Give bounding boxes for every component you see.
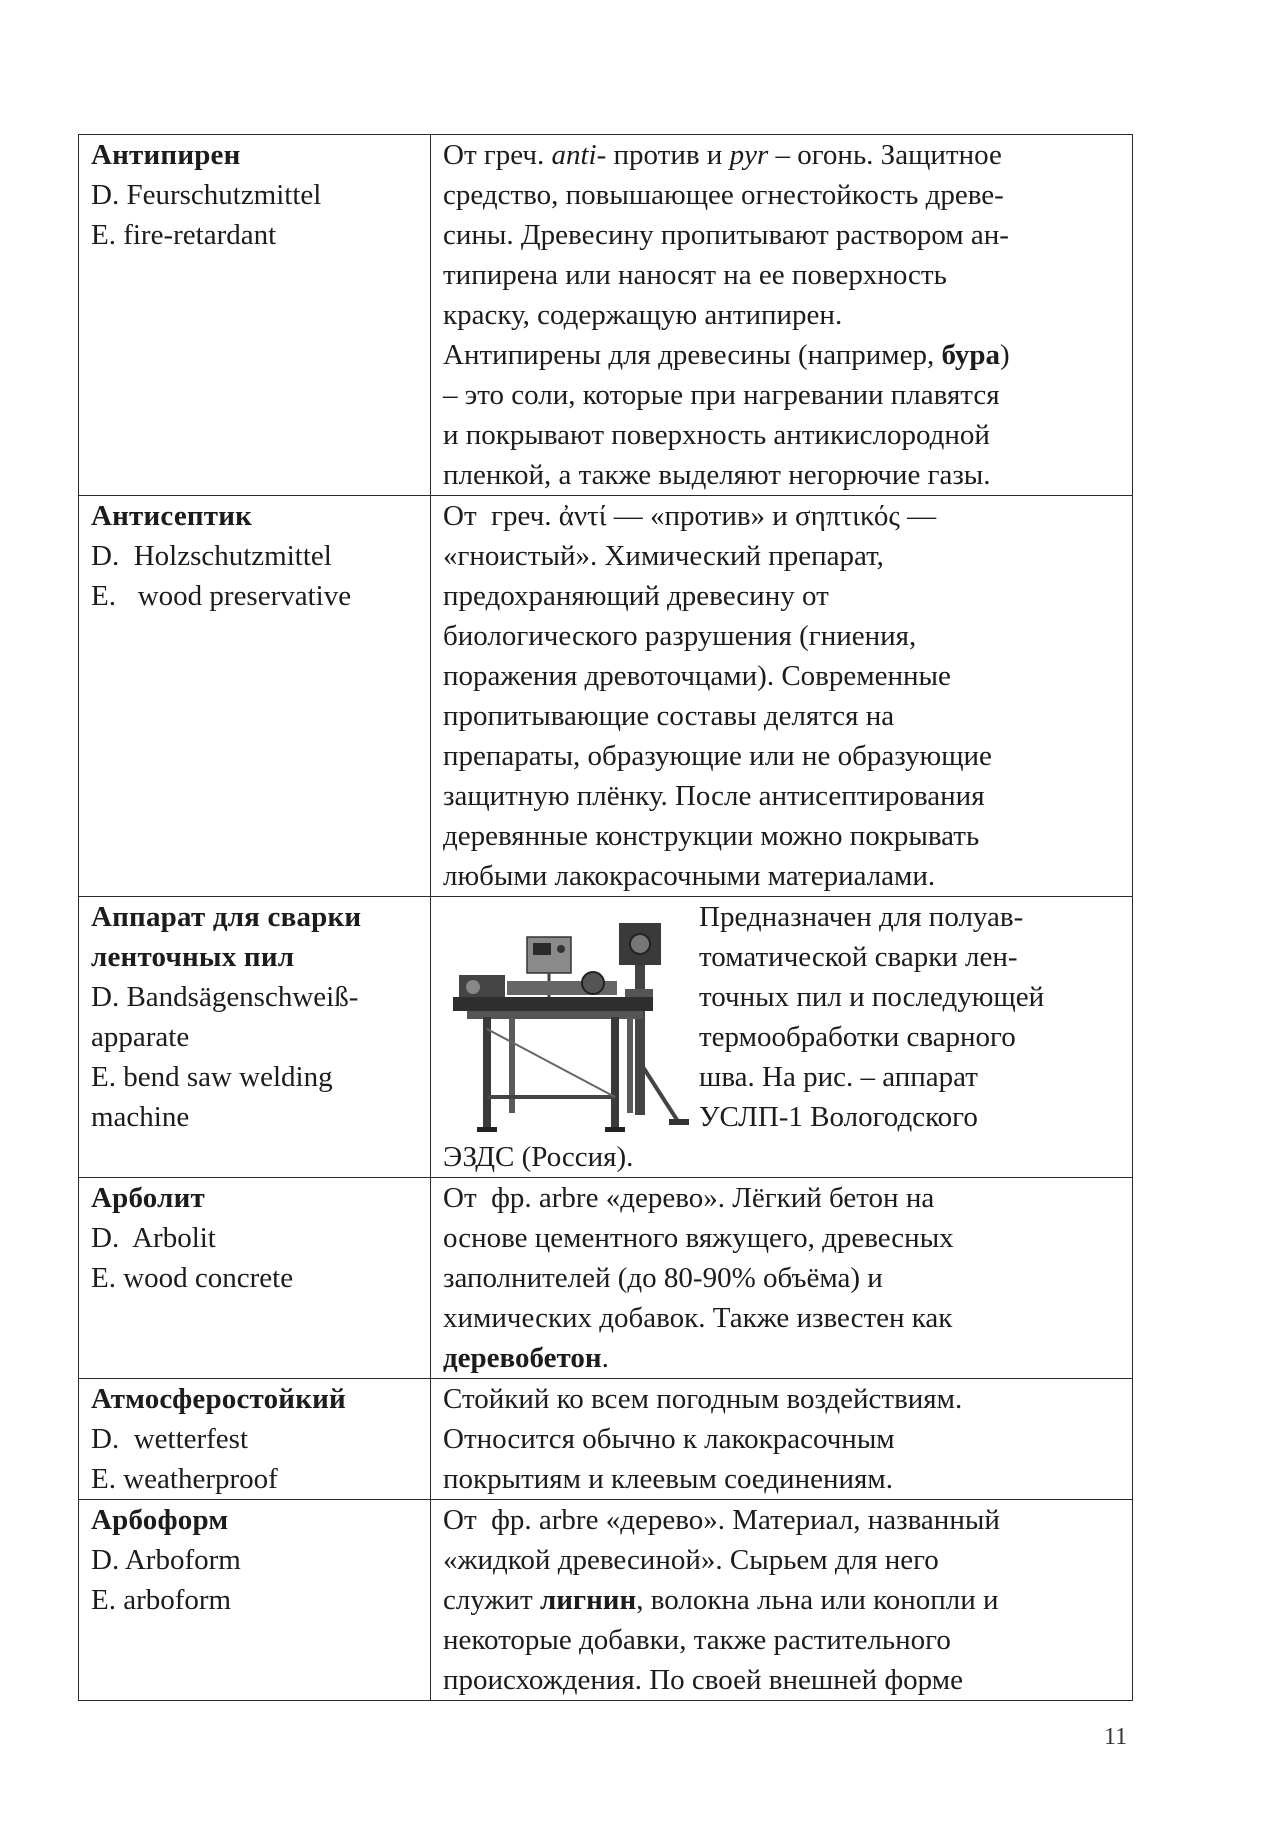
text-line <box>443 375 1124 415</box>
text-line <box>443 215 1124 255</box>
text-span: точных пил и последующей <box>699 981 1045 1013</box>
translation-line: D. wetterfest <box>91 1423 249 1455</box>
text-span: Антипирены для древесины (например, <box>443 339 942 371</box>
term-title-line: Арболит <box>91 1182 205 1214</box>
translation-line: D. Bandsägenschweiß- <box>91 981 359 1013</box>
text-line <box>443 135 1124 175</box>
text-line <box>699 977 1044 1017</box>
handwheel <box>582 972 604 994</box>
translation-line: D. Feurschutzmittel <box>91 179 322 211</box>
text-line <box>443 536 1124 576</box>
term-cell <box>79 496 431 896</box>
text-span: происхождения. По своей внешней форме <box>443 1664 963 1696</box>
figure-with-caption <box>443 897 1124 1137</box>
text-line <box>443 175 1124 215</box>
term-cell <box>79 1178 431 1378</box>
text-line <box>443 856 1124 896</box>
table-row <box>79 495 1132 896</box>
text-span: деревянные конструкции можно покрывать <box>443 820 980 852</box>
text-span: От фр. arbre «дерево». Материал, названный <box>443 1504 1000 1536</box>
strut-foot <box>669 1119 689 1125</box>
text-line <box>699 1097 1044 1137</box>
text-line <box>443 1178 1124 1218</box>
front-left-leg <box>483 1017 491 1129</box>
page-number: 11 <box>1104 1724 1128 1750</box>
translation-line: D. Holzschutzmittel <box>91 540 332 572</box>
table-row <box>79 1499 1132 1700</box>
text-line <box>443 1298 1124 1338</box>
text-span: термообработки сварного <box>699 1021 1016 1053</box>
text-span: типирена или наносят на ее поверхность <box>443 259 947 291</box>
description-cell <box>431 1379 1132 1499</box>
term-title-line: Антисептик <box>91 500 253 532</box>
text-line <box>443 1218 1124 1258</box>
text-span: От фр. arbre «дерево». Лёгкий бетон на <box>443 1182 935 1214</box>
text-line <box>443 295 1124 335</box>
welding-machine-photo <box>443 897 693 1137</box>
text-span: Стойкий ко всем погодным воздействиям. <box>443 1383 963 1415</box>
description-text <box>443 496 1124 896</box>
text-span: сины. Древесину пропитывают раствором ан- <box>443 219 1009 251</box>
translation-line: E. arboform <box>91 1584 232 1616</box>
text-span: , волокна льна или конопли и <box>636 1584 999 1616</box>
text-span: предохраняющий древесину от <box>443 580 829 612</box>
text-span: УСЛП-1 Вологодского <box>699 1101 978 1133</box>
text-line <box>443 255 1124 295</box>
text-line <box>443 736 1124 776</box>
text-span: основе цементного вяжущего, древесных <box>443 1222 954 1254</box>
term-cell <box>79 135 431 495</box>
text-span: служит <box>443 1584 540 1616</box>
text-span: химических добавок. Также известен как <box>443 1302 953 1334</box>
front-right-leg <box>611 1017 619 1129</box>
text-line <box>443 816 1124 856</box>
text-span: – это соли, которые при нагревании плавятся <box>443 379 1000 411</box>
description-cell <box>431 1178 1132 1378</box>
text-span: поражения древоточцами). Современные <box>443 660 951 692</box>
control-knob <box>557 945 565 953</box>
text-span: покрытиям и клеевым соединениям. <box>443 1463 893 1495</box>
bold-term: деревобетон <box>443 1342 602 1374</box>
term-title-line: Атмосферостойкий <box>91 1383 346 1415</box>
text-line <box>443 696 1124 736</box>
text-line <box>443 335 1124 375</box>
text-span: Предназначен для полуав- <box>699 901 1024 933</box>
translation-line: E. wood preservative <box>91 580 352 612</box>
description-cell <box>431 1500 1132 1700</box>
description-text <box>443 1178 1124 1378</box>
back-right-leg <box>627 1017 633 1113</box>
text-span: . <box>601 1342 609 1374</box>
left-foot <box>477 1127 497 1132</box>
table-row <box>79 135 1132 495</box>
translation-line: apparate <box>91 1021 190 1053</box>
translation-line: E. bend saw welding <box>91 1061 333 1093</box>
text-line <box>699 1057 1044 1097</box>
term-cell <box>79 1500 431 1700</box>
bold-term: лигнин <box>539 1584 637 1616</box>
text-span: против и <box>606 139 730 171</box>
translation-line: machine <box>91 1101 190 1133</box>
welding-head-wheel <box>630 934 650 954</box>
left-clamp-wheel <box>466 980 480 994</box>
text-span: – огонь. Защитное <box>768 139 1002 171</box>
italic-term: pyr <box>729 139 769 171</box>
text-line <box>699 937 1044 977</box>
text-span: любыми лакокрасочными материалами. <box>443 860 936 892</box>
text-line <box>443 1379 1124 1419</box>
term-title-line: Аппарат для сварки <box>91 901 362 933</box>
description-text <box>443 1137 1124 1177</box>
text-line <box>443 496 1124 536</box>
description-cell <box>431 496 1132 896</box>
text-line <box>443 1459 1124 1499</box>
description-cell <box>431 897 1132 1177</box>
bench-top <box>453 997 653 1011</box>
left-clamp-unit <box>459 975 505 999</box>
text-span: краску, содержащую антипирен. <box>443 299 843 331</box>
text-line <box>443 1620 1124 1660</box>
text-line <box>443 1500 1124 1540</box>
text-span: пропитывающие составы делятся на <box>443 700 895 732</box>
term-title-line: Арбоформ <box>91 1504 229 1536</box>
table-row <box>79 896 1132 1177</box>
text-line <box>443 656 1124 696</box>
text-span: пленкой, а также выделяют негорючие газы. <box>443 459 991 491</box>
text-line <box>443 1540 1124 1580</box>
text-line <box>443 616 1124 656</box>
text-span: ) <box>999 339 1010 371</box>
text-span: ЭЗДС (Россия). <box>443 1141 634 1173</box>
translation-line: D. Arboform <box>91 1544 241 1576</box>
glossary-table <box>78 134 1133 1701</box>
term-title-line: ленточных пил <box>91 941 295 973</box>
figure-caption-text <box>693 897 1044 1137</box>
table-row <box>79 1378 1132 1499</box>
text-span: «жидкой древесиной». Сырьем для него <box>443 1544 939 1576</box>
description-text <box>443 1500 1124 1700</box>
right-foot <box>605 1127 625 1132</box>
text-span: и покрывают поверхность антикислородной <box>443 419 990 451</box>
text-span: некоторые добавки, также растительного <box>443 1624 951 1656</box>
text-line <box>443 1419 1124 1459</box>
text-line <box>443 776 1124 816</box>
text-span: препараты, образующие или не образующие <box>443 740 992 772</box>
text-line <box>699 897 1044 937</box>
italic-term: anti- <box>551 139 607 171</box>
text-line <box>443 1660 1124 1700</box>
table-row <box>79 1177 1132 1378</box>
term-cell <box>79 897 431 1177</box>
text-line <box>443 415 1124 455</box>
text-span: шва. На рис. – аппарат <box>699 1061 978 1093</box>
text-line <box>443 1137 1124 1177</box>
bold-term: бура <box>941 339 1000 371</box>
text-span: томатической сварки лен- <box>699 941 1018 973</box>
text-span: биологического разрушения (гниения, <box>443 620 917 652</box>
text-line <box>699 1017 1044 1057</box>
vertical-column <box>635 965 645 1115</box>
term-cell <box>79 1379 431 1499</box>
translation-line: E. fire-retardant <box>91 219 277 251</box>
text-span: От греч. ἀντί — «против» и σηπτικός — <box>443 500 937 532</box>
translation-line: E. weatherproof <box>91 1463 278 1495</box>
text-line <box>443 576 1124 616</box>
text-span: От греч. <box>443 139 552 171</box>
term-title-line: Антипирен <box>91 139 241 171</box>
description-text <box>443 1379 1124 1499</box>
text-line <box>443 1338 1124 1378</box>
translation-line: E. wood concrete <box>91 1262 294 1294</box>
text-line <box>443 1580 1124 1620</box>
text-span: Относится обычно к лакокрасочным <box>443 1423 895 1455</box>
description-cell <box>431 135 1132 495</box>
text-line <box>443 455 1124 495</box>
text-span: «гноистый». Химический препарат, <box>443 540 884 572</box>
control-display <box>533 943 551 955</box>
text-span: средство, повышающее огнестойкость древе- <box>443 179 1004 211</box>
description-text <box>443 135 1124 495</box>
text-span: защитную плёнку. После антисептирования <box>443 780 985 812</box>
translation-line: D. Arbolit <box>91 1222 216 1254</box>
text-line <box>443 1258 1124 1298</box>
text-span: заполнителей (до 80-90% объёма) и <box>443 1262 883 1294</box>
